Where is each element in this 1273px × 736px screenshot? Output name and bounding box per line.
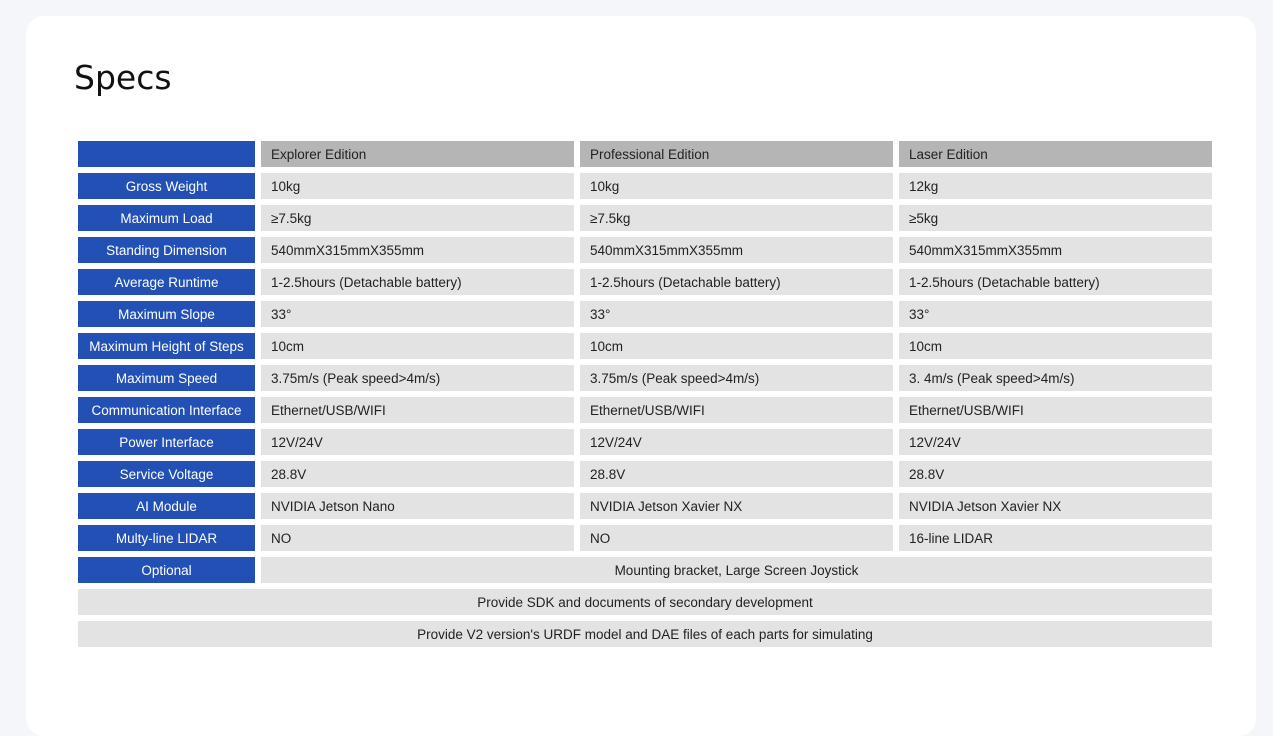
table-cell: NVIDIA Jetson Xavier NX xyxy=(580,493,893,519)
table-row xyxy=(78,429,1212,455)
row-label: Average Runtime xyxy=(78,269,255,295)
table-cell: 540mmX315mmX355mm xyxy=(899,237,1212,263)
table-cell: 28.8V xyxy=(899,461,1212,487)
row-label: Maximum Load xyxy=(78,205,255,231)
table-row xyxy=(78,205,1212,231)
table-row xyxy=(78,173,1212,199)
table-cell: 12kg xyxy=(899,173,1212,199)
table-row xyxy=(78,493,1212,519)
optional-value-cell: Mounting bracket, Large Screen Joystick xyxy=(261,557,1212,583)
note-cell-sdk: Provide SDK and documents of secondary development xyxy=(78,589,1212,615)
table-cell: 28.8V xyxy=(261,461,574,487)
table-row xyxy=(78,237,1212,263)
row-label: Maximum Speed xyxy=(78,365,255,391)
table-cell: Ethernet/USB/WIFI xyxy=(580,397,893,423)
table-cell: 10cm xyxy=(261,333,574,359)
table-cell: ≥7.5kg xyxy=(580,205,893,231)
table-cell: 33° xyxy=(580,301,893,327)
table-cell: 12V/24V xyxy=(899,429,1212,455)
table-cell: 28.8V xyxy=(580,461,893,487)
table-row xyxy=(78,397,1212,423)
row-label: Multy-line LIDAR xyxy=(78,525,255,551)
table-cell: Ethernet/USB/WIFI xyxy=(899,397,1212,423)
table-cell: 1-2.5hours (Detachable battery) xyxy=(580,269,893,295)
table-row xyxy=(78,269,1212,295)
table-cell: 12V/24V xyxy=(261,429,574,455)
table-cell: 33° xyxy=(261,301,574,327)
row-label: Communication Interface xyxy=(78,397,255,423)
table-cell: 33° xyxy=(899,301,1212,327)
table-cell: 540mmX315mmX355mm xyxy=(580,237,893,263)
table-cell: 16-line LIDAR xyxy=(899,525,1212,551)
table-cell: 10kg xyxy=(261,173,574,199)
table-cell: 3.75m/s (Peak speed>4m/s) xyxy=(261,365,574,391)
row-label: Gross Weight xyxy=(78,173,255,199)
table-cell: 3.75m/s (Peak speed>4m/s) xyxy=(580,365,893,391)
row-label: Maximum Height of Steps xyxy=(78,333,255,359)
table-header-row xyxy=(78,141,1212,167)
note-row xyxy=(78,589,1212,615)
table-row xyxy=(78,301,1212,327)
table-cell: 10kg xyxy=(580,173,893,199)
table-cell: NO xyxy=(261,525,574,551)
table-row xyxy=(78,525,1212,551)
table-cell: ≥7.5kg xyxy=(261,205,574,231)
optional-row xyxy=(78,557,1212,583)
table-row xyxy=(78,333,1212,359)
row-label: AI Module xyxy=(78,493,255,519)
table-cell: 540mmX315mmX355mm xyxy=(261,237,574,263)
row-label: Optional xyxy=(78,557,255,583)
page-title: Specs xyxy=(74,58,172,97)
note-cell-urdf: Provide V2 version's URDF model and DAE files of each parts for simulating xyxy=(78,621,1212,647)
row-label: Service Voltage xyxy=(78,461,255,487)
table-row xyxy=(78,365,1212,391)
note-row xyxy=(78,621,1212,647)
table-cell: NVIDIA Jetson Nano xyxy=(261,493,574,519)
table-cell: 10cm xyxy=(580,333,893,359)
row-label: Standing Dimension xyxy=(78,237,255,263)
column-header-professional: Professional Edition xyxy=(580,141,893,167)
column-header-explorer: Explorer Edition xyxy=(261,141,574,167)
table-cell: 10cm xyxy=(899,333,1212,359)
table-corner-cell xyxy=(78,141,255,167)
table-cell: NVIDIA Jetson Xavier NX xyxy=(899,493,1212,519)
specs-table xyxy=(72,135,1218,653)
table-cell: 12V/24V xyxy=(580,429,893,455)
row-label: Maximum Slope xyxy=(78,301,255,327)
column-header-laser: Laser Edition xyxy=(899,141,1212,167)
table-cell: 3. 4m/s (Peak speed>4m/s) xyxy=(899,365,1212,391)
table-cell: 1-2.5hours (Detachable battery) xyxy=(899,269,1212,295)
table-cell: Ethernet/USB/WIFI xyxy=(261,397,574,423)
row-label: Power Interface xyxy=(78,429,255,455)
table-cell: 1-2.5hours (Detachable battery) xyxy=(261,269,574,295)
table-row xyxy=(78,461,1212,487)
specs-card xyxy=(26,16,1256,736)
table-cell: ≥5kg xyxy=(899,205,1212,231)
table-cell: NO xyxy=(580,525,893,551)
